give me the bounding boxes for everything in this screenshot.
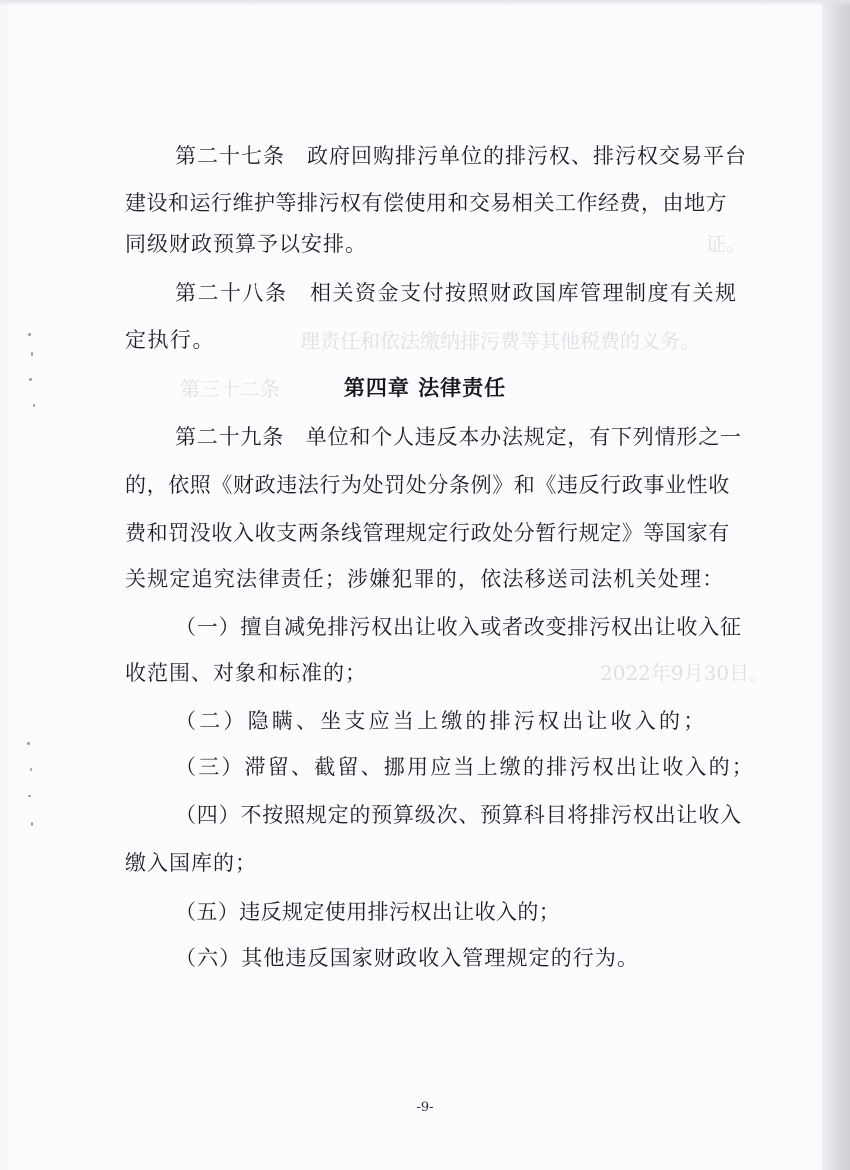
scan-speck	[30, 768, 32, 771]
show-through-text: 第三十二条	[180, 377, 280, 401]
text-line: 缴入国库的；	[125, 851, 257, 875]
text-line: 费和罚没收入收支两条线管理规定行政处分暂行规定》等国家有	[125, 521, 730, 545]
text-line: 关规定追究法律责任；涉嫌犯罪的，依法移送司法机关处理：	[125, 567, 725, 591]
text-line: 定执行。	[125, 328, 215, 352]
text-line: （二）隐瞒、坐支应当上缴的排污权出让收入的；	[175, 709, 708, 733]
text-line: （五）违反规定使用排污权出让收入的；	[175, 900, 561, 924]
show-through-text: 证。	[706, 232, 746, 256]
scan-edge-shadow	[822, 0, 850, 1170]
text-line: 收范围、对象和标准的；	[125, 661, 367, 685]
scan-speck	[33, 404, 35, 407]
text-line: 建设和运行维护等排污权有偿使用和交易相关工作经费，由地方	[125, 191, 727, 215]
text-line: 同级财政预算予以安排。	[125, 232, 367, 256]
scan-speck	[31, 822, 33, 826]
text-line: （三）滞留、截留、挪用应当上缴的排污权出让收入的；	[175, 755, 755, 779]
scan-speck	[31, 352, 33, 356]
text-line: 的，依照《财政违法行为处罚处分条例》和《违反行政事业性收	[125, 473, 730, 497]
show-through-text: 理责任和依法缴纳排污费等其他税费的义务。	[300, 329, 700, 353]
chapter-heading: 第四章 法律责任	[343, 376, 507, 400]
text-line: 第二十九条 单位和个人违反本办法规定，有下列情形之一	[175, 425, 742, 449]
text-line: 第二十七条 政府回购排污单位的排污权、排污权交易平台	[175, 144, 747, 168]
scan-top-edge	[0, 0, 850, 6]
scan-speck	[28, 795, 31, 797]
text-line: （一）擅自减免排污权出让收入或者改变排污权出让收入征	[175, 615, 742, 639]
page-number: -9-	[416, 1100, 434, 1115]
scan-speck	[28, 333, 31, 336]
text-line: （六）其他违反国家财政收入管理规定的行为。	[175, 946, 640, 970]
text-line: 第二十八条 相关资金支付按照财政国库管理制度有关规	[175, 281, 738, 305]
show-through-text: 2022年9月30日。	[600, 661, 770, 685]
text-line: （四）不按照规定的预算级次、预算科目将排污权出让收入	[175, 803, 742, 827]
scan-speck	[27, 742, 30, 745]
